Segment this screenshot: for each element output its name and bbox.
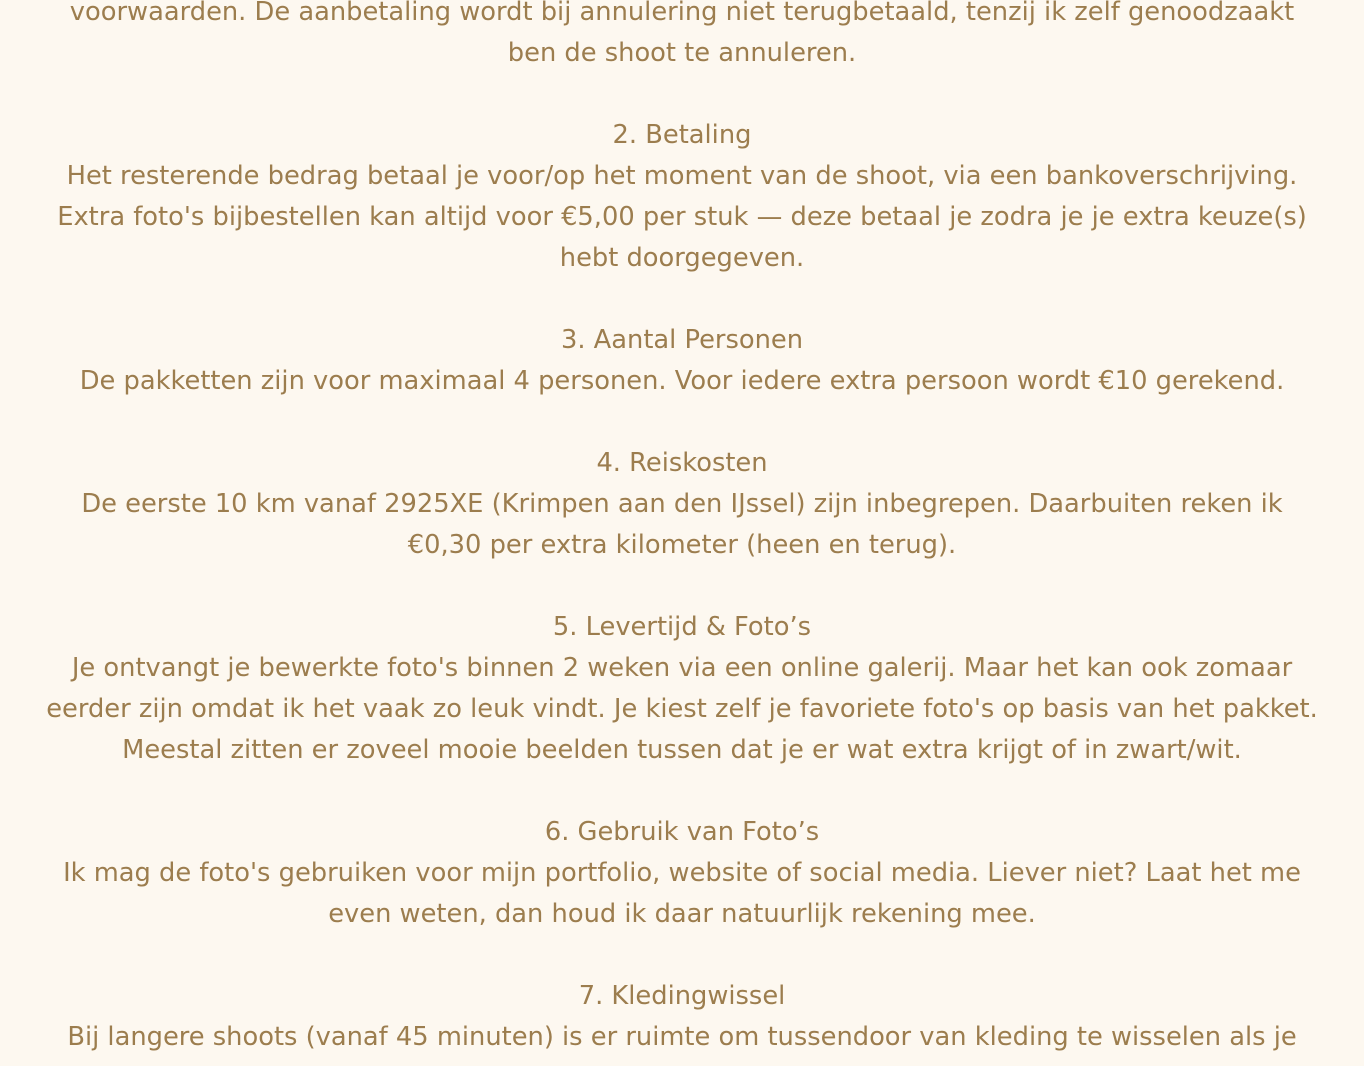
section-line: Extra foto's bijbestellen kan altijd voor €5,00 per stuk — deze betaal je zodra je je extra keuze(s) xyxy=(57,202,1307,232)
section-spacer xyxy=(0,771,1364,812)
section-heading: 4. Reiskosten xyxy=(596,448,768,478)
intro-line: voorwaarden. De aanbetaling wordt bij annulering niet terugbetaald, tenzij ik zelf genoodzaakt xyxy=(69,0,1295,27)
section-line: eerder zijn omdat ik het vaak zo leuk vindt. Je kiest zelf je favoriete foto's op basis van het pakket. xyxy=(46,694,1318,724)
section-line: Meestal zitten er zoveel mooie beelden tussen dat je er wat extra krijgt of in zwart/wit. xyxy=(122,735,1242,765)
section-line: Bij langere shoots (vanaf 45 minuten) is er ruimte om tussendoor van kleding te wisselen als je xyxy=(67,1022,1297,1052)
section-line: De pakketten zijn voor maximaal 4 personen. Voor iedere extra persoon wordt €10 gerekend. xyxy=(79,366,1285,396)
section-heading: 7. Kledingwissel xyxy=(578,981,786,1011)
section-line: hebt doorgegeven. xyxy=(559,243,805,273)
section-reiskosten xyxy=(0,443,1364,566)
section-line: €0,30 per extra kilometer (heen en terug). xyxy=(407,530,957,560)
section-aantal-personen xyxy=(0,320,1364,402)
intro-paragraph xyxy=(0,0,1364,74)
section-line: even weten, dan houd ik daar natuurlijk rekening mee. xyxy=(328,899,1036,929)
section-heading: 2. Betaling xyxy=(612,120,752,150)
section-gebruik-fotos xyxy=(0,812,1364,935)
section-spacer xyxy=(0,935,1364,976)
section-heading: 3. Aantal Personen xyxy=(560,325,804,355)
section-betaling xyxy=(0,115,1364,279)
section-levertijd xyxy=(0,607,1364,771)
section-line: Je ontvangt je bewerkte foto's binnen 2 weken via een online galerij. Maar het kan ook zomaar xyxy=(71,653,1293,683)
section-spacer xyxy=(0,402,1364,443)
section-line: Ik mag de foto's gebruiken voor mijn portfolio, website of social media. Liever niet? Laat het me xyxy=(63,858,1301,888)
intro-line: ben de shoot te annuleren. xyxy=(507,38,857,68)
section-spacer xyxy=(0,566,1364,607)
section-heading: 5. Levertijd & Foto’s xyxy=(552,612,812,642)
section-heading: 6. Gebruik van Foto’s xyxy=(544,817,820,847)
section-line: De eerste 10 km vanaf 2925XE (Krimpen aan den IJssel) zijn inbegrepen. Daarbuiten reken ik xyxy=(81,489,1283,519)
section-spacer xyxy=(0,279,1364,320)
section-kledingwissel xyxy=(0,976,1364,1058)
section-spacer xyxy=(0,74,1364,115)
section-line: Het resterende bedrag betaal je voor/op het moment van de shoot, via een bankoverschrijving. xyxy=(66,161,1298,191)
